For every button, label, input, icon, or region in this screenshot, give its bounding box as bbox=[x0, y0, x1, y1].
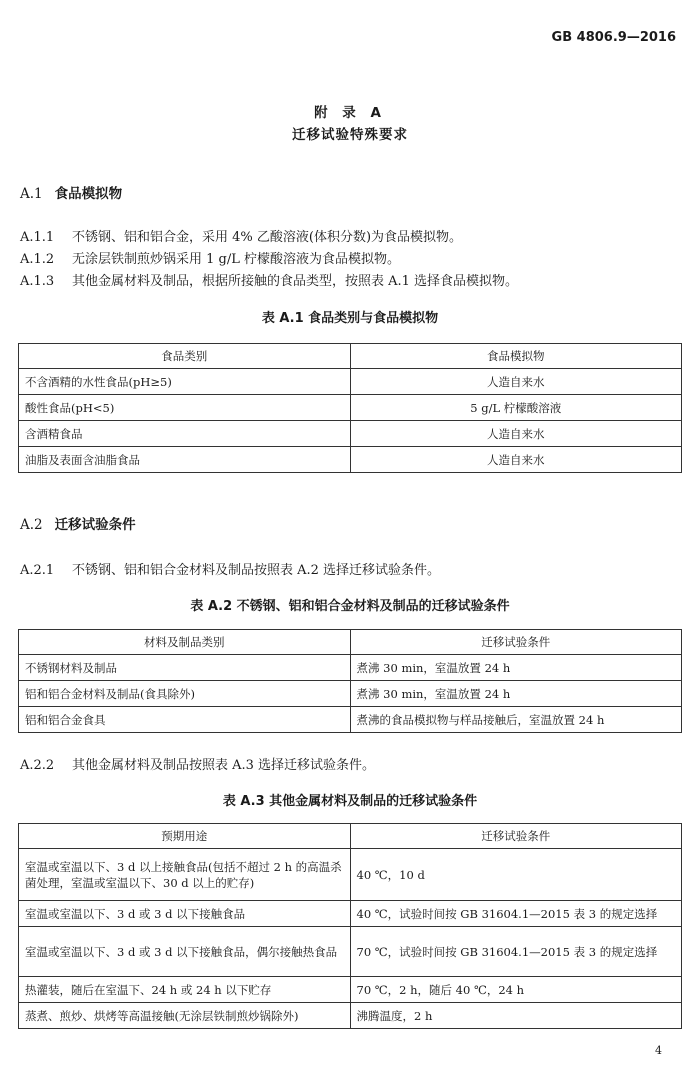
table-cell: 煮沸 30 min，室温放置 24 h bbox=[350, 681, 682, 707]
clause-a13 bbox=[20, 270, 518, 289]
table-row bbox=[19, 927, 682, 977]
table-cell: 铝和铝合金材料及制品(食具除外) bbox=[19, 681, 351, 707]
clause-a22 bbox=[20, 754, 375, 773]
table-row bbox=[19, 369, 682, 395]
clause-text: 不锈钢、铝和铝合金材料及制品按照表 A.2 选择迁移试验条件。 bbox=[72, 563, 441, 578]
table-cell: 含酒精食品 bbox=[19, 421, 351, 447]
table-row bbox=[19, 395, 682, 421]
table-a1-caption: 表 A.1 食品类别与食品模拟物 bbox=[261, 311, 439, 326]
standard-code: GB 4806.9—2016 bbox=[551, 30, 676, 45]
clause-text: 无涂层铁制煎炒锅采用 1 g/L 柠檬酸溶液为食品模拟物。 bbox=[72, 252, 401, 267]
clause-text: 不锈钢、铝和铝合金，采用 4% 乙酸溶液(体积分数)为食品模拟物。 bbox=[72, 230, 463, 245]
table-row bbox=[19, 849, 682, 901]
table-row bbox=[19, 447, 682, 473]
section-number: A.1 bbox=[20, 186, 43, 202]
clause-a11 bbox=[20, 226, 462, 245]
clause-a12 bbox=[20, 248, 400, 267]
table-header: 食品模拟物 bbox=[350, 344, 682, 369]
table-cell: 蒸煮、煎炒、烘烤等高温接触(无涂层铁制煎炒锅除外) bbox=[19, 1003, 351, 1029]
table-cell: 室温或室温以下、3 d 或 3 d 以下接触食品，偶尔接触热食品 bbox=[19, 927, 351, 977]
table-cell: 5 g/L 柠檬酸溶液 bbox=[350, 395, 682, 421]
section-a2-heading bbox=[20, 513, 136, 533]
clause-number: A.1.2 bbox=[20, 252, 55, 267]
clause-text: 其他金属材料及制品，根据所接触的食品类型，按照表 A.1 选择食品模拟物。 bbox=[72, 274, 519, 289]
table-cell: 热灌装，随后在室温下、24 h 或 24 h 以下贮存 bbox=[19, 977, 351, 1003]
table-cell: 人造自来水 bbox=[350, 369, 682, 395]
table-row bbox=[19, 707, 682, 733]
clause-number: A.1.3 bbox=[20, 274, 55, 289]
table-cell: 40 ℃，10 d bbox=[350, 849, 682, 901]
section-title: 迁移试验条件 bbox=[54, 517, 136, 533]
clause-number: A.2.1 bbox=[20, 563, 55, 578]
table-cell: 70 ℃，2 h，随后 40 ℃，24 h bbox=[350, 977, 682, 1003]
table-cell: 人造自来水 bbox=[350, 421, 682, 447]
clause-a21 bbox=[20, 559, 440, 578]
table-cell: 煮沸的食品模拟物与样品接触后，室温放置 24 h bbox=[350, 707, 682, 733]
page-number: 4 bbox=[655, 1044, 662, 1057]
table-row bbox=[19, 901, 682, 927]
table-cell: 室温或室温以下、3 d 以上接触食品(包括不超过 2 h 的高温杀菌处理，室温或室温以下、30 d 以上的贮存) bbox=[19, 849, 351, 901]
table-row bbox=[19, 681, 682, 707]
section-a1-heading bbox=[20, 182, 122, 202]
table-a1 bbox=[18, 343, 682, 473]
table-a3 bbox=[18, 823, 682, 1029]
table-cell: 室温或室温以下、3 d 或 3 d 以下接触食品 bbox=[19, 901, 351, 927]
table-cell: 铝和铝合金食具 bbox=[19, 707, 351, 733]
section-number: A.2 bbox=[20, 517, 43, 533]
table-cell: 70 ℃，试验时间按 GB 31604.1—2015 表 3 的规定选择 bbox=[350, 927, 682, 977]
table-a2 bbox=[18, 629, 682, 733]
appendix-subtitle: 迁移试验特殊要求 bbox=[292, 127, 408, 143]
clause-number: A.1.1 bbox=[20, 230, 55, 245]
table-cell: 40 ℃，试验时间按 GB 31604.1—2015 表 3 的规定选择 bbox=[350, 901, 682, 927]
table-header: 材料及制品类别 bbox=[19, 630, 351, 655]
table-cell: 不含酒精的水性食品(pH≥5) bbox=[19, 369, 351, 395]
clause-number: A.2.2 bbox=[20, 758, 55, 773]
table-cell: 煮沸 30 min，室温放置 24 h bbox=[350, 655, 682, 681]
table-row bbox=[19, 421, 682, 447]
table-a3-caption: 表 A.3 其他金属材料及制品的迁移试验条件 bbox=[222, 794, 478, 809]
table-row bbox=[19, 1003, 682, 1029]
table-header: 迁移试验条件 bbox=[350, 630, 682, 655]
table-row bbox=[19, 655, 682, 681]
table-header: 迁移试验条件 bbox=[350, 824, 682, 849]
table-cell: 不锈钢材料及制品 bbox=[19, 655, 351, 681]
table-row bbox=[19, 977, 682, 1003]
table-a2-caption: 表 A.2 不锈钢、铝和铝合金材料及制品的迁移试验条件 bbox=[190, 599, 510, 614]
clause-text: 其他金属材料及制品按照表 A.3 选择迁移试验条件。 bbox=[72, 758, 376, 773]
table-cell: 油脂及表面含油脂食品 bbox=[19, 447, 351, 473]
section-title: 食品模拟物 bbox=[54, 186, 123, 202]
table-cell: 沸腾温度，2 h bbox=[350, 1003, 682, 1029]
table-header: 预期用途 bbox=[19, 824, 351, 849]
table-cell: 人造自来水 bbox=[350, 447, 682, 473]
appendix-title: 附 录 A bbox=[314, 105, 386, 121]
table-header: 食品类别 bbox=[19, 344, 351, 369]
table-cell: 酸性食品(pH<5) bbox=[19, 395, 351, 421]
